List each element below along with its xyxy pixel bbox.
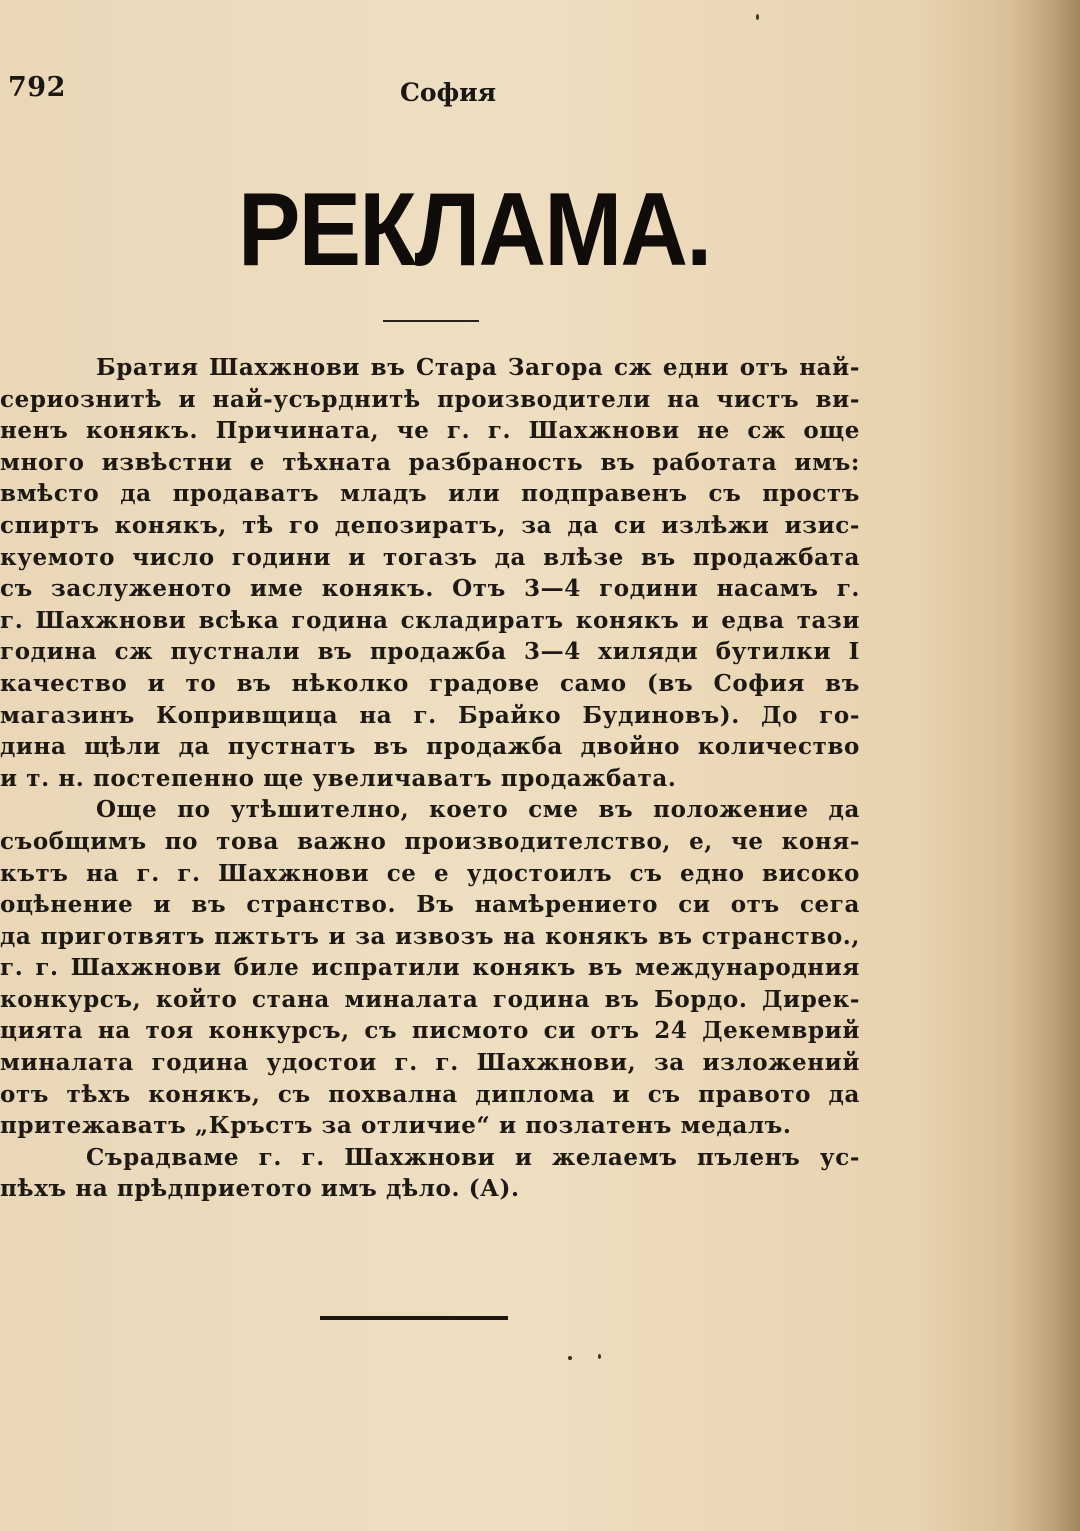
text-line: г. Шахжнови всѣка година складиратъ конякъ и едва тази	[0, 606, 860, 634]
article-title: РЕКЛАМА.	[238, 172, 711, 288]
text-line: качество и то въ нѣколко градове само (въ София въ	[0, 669, 860, 697]
text-line: пѣхъ на прѣдприетото имъ дѣло. (А).	[0, 1175, 520, 1203]
paper-speck	[598, 1354, 601, 1359]
text-line: много извѣстни е тѣхната разбраность въ работата имъ:	[0, 448, 860, 476]
text-line: Сърадваме г. г. Шахжнови и желаемъ пъленъ ус-	[86, 1143, 860, 1171]
text-line: да приготвятъ пжтьтъ и за извозъ на конякъ въ странство.,	[0, 922, 860, 950]
text-line: г. г. Шахжнови биле испратили конякъ въ международния	[0, 954, 860, 982]
title-divider	[383, 320, 479, 322]
end-divider	[320, 1316, 508, 1320]
text-line: кътъ на г. г. Шахжнови се е удостоилъ съ едно високо	[0, 859, 860, 887]
text-line: ненъ конякъ. Причината, че г. г. Шахжнови не сж още	[0, 417, 860, 445]
paper-speck	[568, 1356, 572, 1360]
article-body	[0, 352, 860, 1205]
text-line: спиртъ конякъ, тѣ го депозиратъ, за да си излѣжи изис-	[0, 511, 860, 539]
text-line: съобщимъ по това важно производителство, е, че коня-	[0, 827, 860, 855]
text-line: притежаватъ „Кръстъ за отличие“ и позлатенъ медалъ.	[0, 1112, 792, 1140]
text-line: конкурсъ, който стана миналата година въ Бордо. Дирек-	[0, 985, 860, 1013]
text-line: съ заслуженото име конякъ. Отъ 3—4 години насамъ г.	[0, 575, 860, 603]
page-edge-shadow	[1010, 0, 1080, 1531]
text-line: оцѣнение и въ странство. Въ намѣрението си отъ сега	[0, 891, 860, 919]
paper-speck	[756, 14, 759, 20]
text-line: дина щѣли да пустнатъ въ продажба двойно количество	[0, 733, 860, 761]
text-line: и т. н. постепенно ще увеличаватъ продажбата.	[0, 764, 677, 792]
text-line: Братия Шахжнови въ Стара Загора сж едни отъ най-	[96, 354, 860, 381]
text-line: Още по утѣшително, което сме въ положение да	[96, 796, 860, 824]
text-line: куемото число години и тогазъ да влѣзе въ продажбата	[0, 543, 860, 571]
text-line: сериознитѣ и най-усърднитѣ производители на чистъ ви-	[0, 385, 860, 413]
text-line: магазинъ Копривщица на г. Брайко Будиновъ). До го-	[0, 701, 860, 729]
text-line: цията на тоя конкурсъ, съ писмото си отъ 24 Декемврий	[0, 1017, 860, 1045]
text-line: отъ тѣхъ конякъ, съ похвална диплома и съ правото да	[0, 1080, 860, 1108]
page-number: 792	[8, 72, 66, 103]
text-line: миналата година удостои г. г. Шахжнови, за изложений	[0, 1049, 860, 1077]
running-head: София	[400, 78, 497, 107]
text-line: вмѣсто да продаватъ младъ или подправенъ съ простъ	[0, 480, 860, 508]
text-line: година сж пустнали въ продажба 3—4 хиляди бутилки I	[0, 638, 860, 666]
